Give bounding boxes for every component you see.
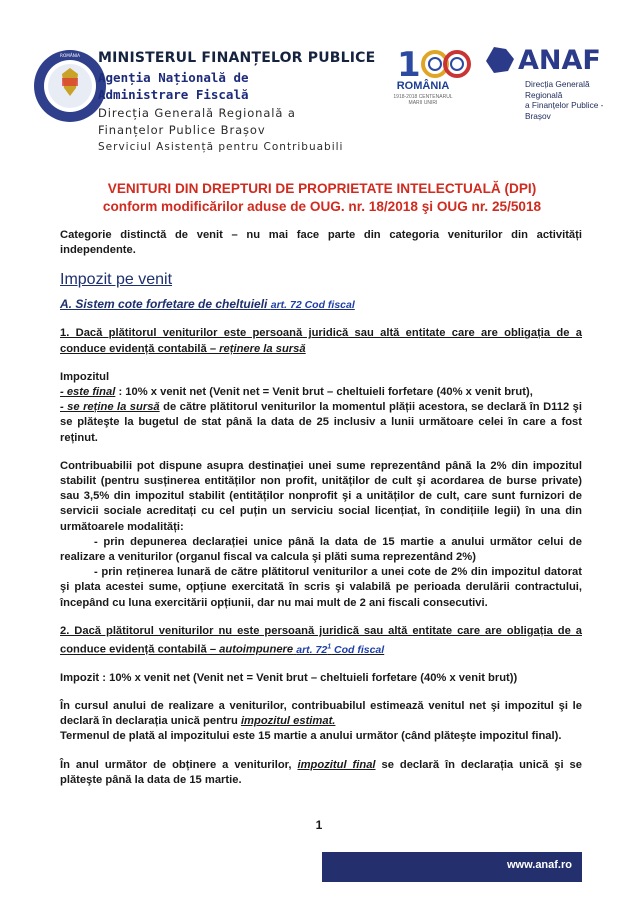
point2-article: art. $72^1$ Cod fiscal [296, 643, 385, 656]
anaf-subtitle-line2: a Finanțelor Publice - Brașov [525, 100, 604, 121]
centenar-word: ROMÂNIA [396, 80, 450, 92]
anul-text2: se declară în declarația unică şi se plăteşte până la data de 15 martie. [60, 758, 582, 786]
section-a-article: art. 72 Cod fiscal [270, 299, 355, 312]
directorate-line1: Direcția Generală Regională a [98, 106, 296, 120]
title-line1: VENITURI DIN DREPTURI DE PROPRIETATE INTELECTUALĂ (DPI) [107, 181, 537, 196]
svg-text:1: 1 [397, 45, 421, 85]
point1-text: 1. Dacă plătitorul veniturilor este persoană juridică sau altă entitate care are obligația de a conduce evidență contabilă – [60, 327, 582, 355]
centenar-subtitle: 1918-2018 CENTENARUL MARII UNIRI [393, 94, 453, 106]
svg-text:ROMÂNIA: ROMÂNIA [60, 53, 80, 58]
contrib-intro: Contribuabilii pot dispune asupra destinației unei sume reprezentând până la 2% din impozitul stabilit (pentru susținerea entităților non profit, unităților de cult şi acordarea de burse private) sau 3,5% din impozitul stabilit (entităților nonprofit şi a unităților de cult, care sunt furnizori de servicii sociale acreditați cu cel puțin un serviciu social licențiat, în condițiile legii) în una din următoarele modalități: [60, 459, 582, 533]
contrib-option1: - prin depunerea declarației unice până la data de 15 martie a anului următor celui de realizare a veniturilor (organul fiscal va calcula şi plăti suma reprezentând 2%) [60, 535, 582, 564]
document-title [44, 180, 600, 216]
impozit2-paragraph: Impozit : 10% x venit net (Venit net = Venit brut – cheltuieli forfetare (40% x venit brut)) [60, 671, 518, 684]
page-number: 1 [315, 818, 323, 832]
directorate-line2: Finanțelor Publice Brașov [98, 123, 266, 137]
anul-emphasis: impozitul final [297, 758, 376, 771]
cursul-text: În cursul anului de realizare a veniturilor, contribuabilul estimează venitul net şi impozitul şi le declară în declarația unică pentru [60, 699, 582, 728]
anaf-subtitle-line1: Direcția Generală Regională [525, 79, 590, 100]
point1-paragraph [60, 326, 582, 356]
retine-label: - se reține la sursă [60, 401, 160, 414]
section-a-title: A. Sistem cote forfetare de cheltuieli [60, 297, 268, 312]
contrib-option2: - prin reținerea lunară de către plătitorul veniturilor a unei cote de 2% din impozitul datorat şi plata acestei sume, opțiune exercitată în scris şi valabilă pe perioada derulării contractului, începând cu luna exercitării opțiunii, dar nu mai mult de 2 ani fiscali consecutivi. [60, 566, 582, 609]
ministry-name: MINISTERUL FINANȚELOR PUBLICE [98, 50, 376, 66]
point1-emphasis: reținere la sursă [219, 342, 306, 355]
cursul-paragraph [60, 699, 582, 745]
footer-url-link[interactable]: www.anaf.ro [507, 859, 572, 871]
anaf-subtitle [525, 79, 620, 121]
final-label: - este final [60, 386, 116, 399]
agency-name-line2: Administrare Fiscală [98, 87, 249, 102]
anaf-logo-icon [484, 41, 604, 75]
point2-emphasis: autoimpunere [219, 643, 294, 656]
impozitul-paragraph [60, 370, 582, 446]
impozitul-label: Impozitul [60, 370, 110, 383]
cursul-emphasis: impozitul estimat. [240, 715, 336, 728]
heading-impozit: Impozit pe venit [60, 271, 173, 289]
retine-text: de către plătitorul veniturilor la momentul plății acestora, se declară în D112 şi se plăteşte la bugetul de stat până la data de 25 inclusiv a lunii următoare celei în care a fost reținut. [60, 401, 582, 444]
agency-name-line1: Agenția Națională de [98, 70, 249, 85]
service-name: Serviciul Asistență pentru Contribuabili [98, 141, 344, 153]
svg-text:ANAF: ANAF [518, 45, 601, 75]
point2-paragraph [60, 624, 582, 658]
contrib-paragraph [60, 459, 582, 611]
title-line2: conform modificărilor aduse de OUG. nr. 18/2018 şi OUG nr. 25/5018 [102, 199, 542, 214]
section-a-heading [60, 296, 582, 313]
point2-text: 2. Dacă plătitorul veniturilor nu este persoană juridică sau altă entitate care are obligația de a conduce evidență contabilă – [60, 624, 582, 656]
termen-text: Termenul de plată al impozitului este 15 martie a anului următor (când plăteşte impozitul final). [60, 730, 562, 743]
anul-paragraph [60, 758, 582, 788]
ministry-seal-icon [32, 48, 108, 124]
document-body [60, 228, 582, 801]
anul-text1: În anul următor de obținere a veniturilor, [60, 758, 298, 771]
final-text: : 10% x venit net (Venit net = Venit brut – cheltuieli forfetare (40% x venit brut), [115, 386, 533, 399]
header-text-block [98, 50, 398, 155]
intro-paragraph: Categorie distinctă de venit – nu mai face parte din categoria veniturilor din activități independente. [60, 229, 582, 257]
